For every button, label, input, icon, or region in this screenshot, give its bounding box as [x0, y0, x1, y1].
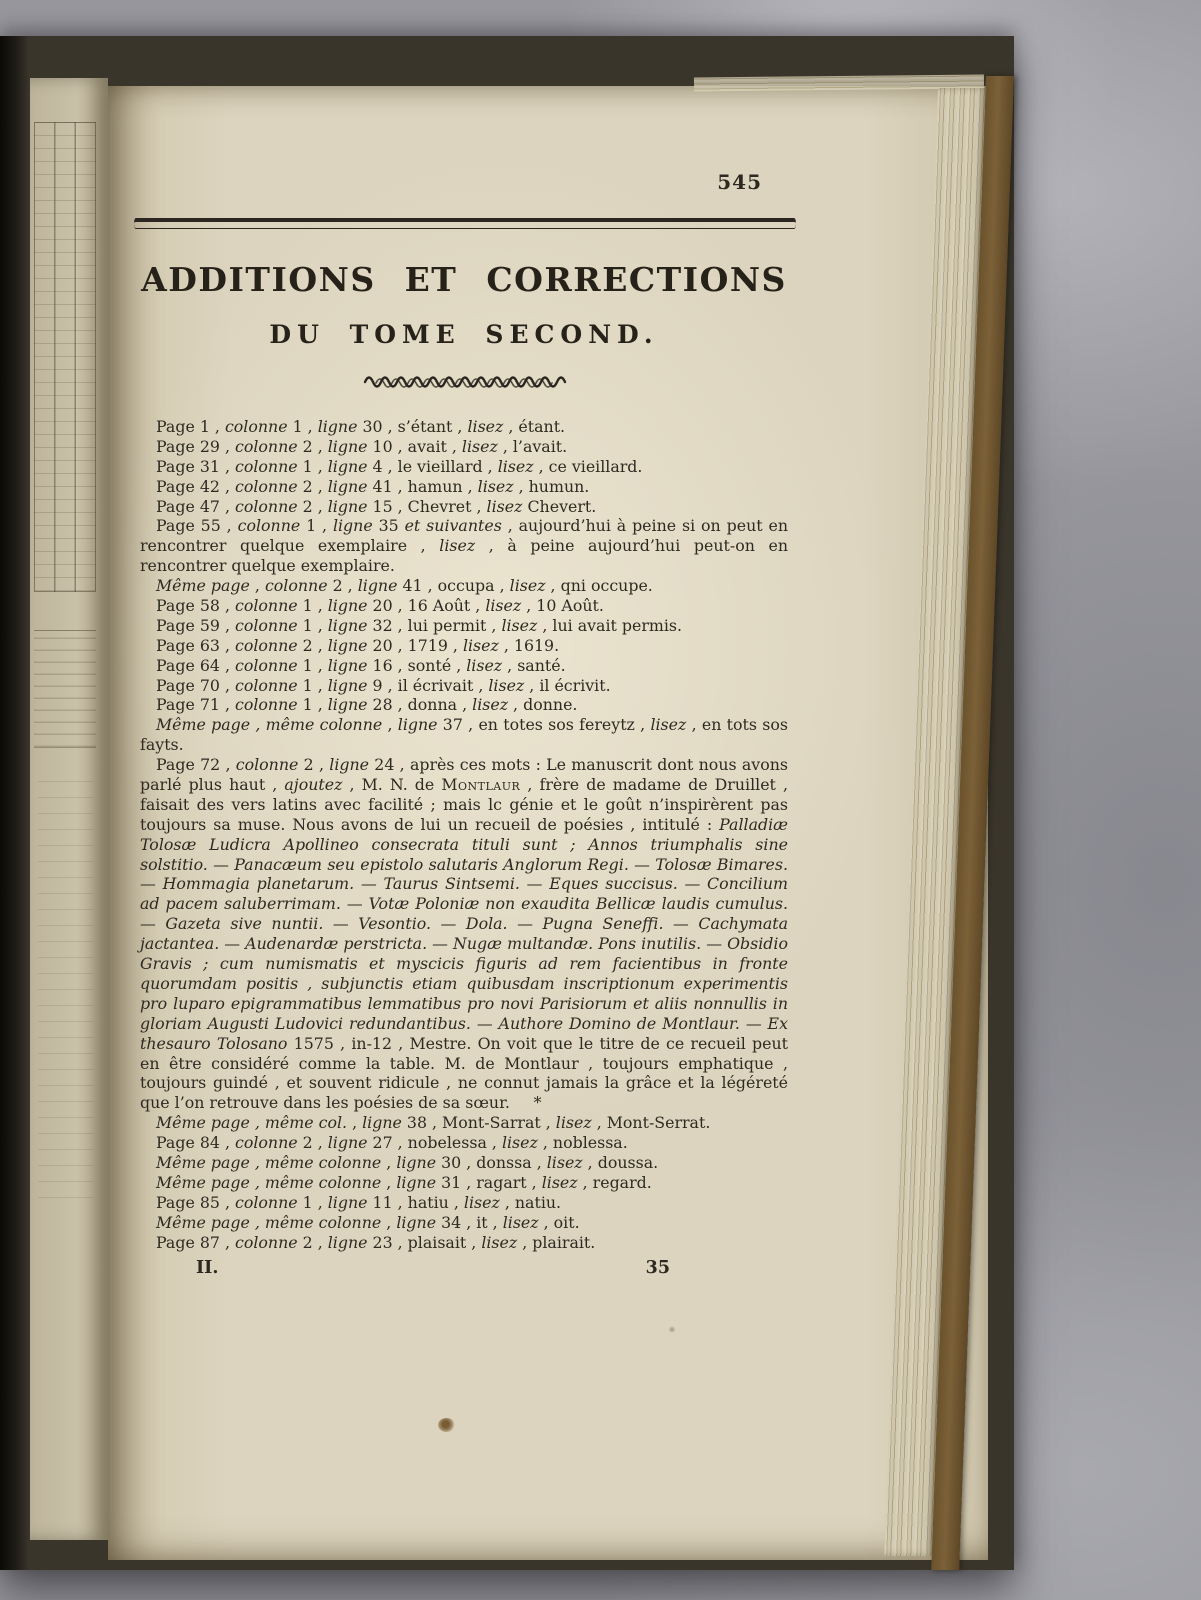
correction-entry: Page 84 , colonne 2 , ligne 27 , nobelessa , lisez , noblessa.: [156, 1133, 628, 1153]
correction-entry: Page 58 , colonne 1 , ligne 20 , 16 Août , lisez , 10 Août.: [156, 596, 604, 616]
signature-line: [140, 1258, 788, 1278]
page-title: ADDITIONS ET CORRECTIONS: [141, 260, 787, 299]
previous-page-text-fragment: [34, 630, 96, 748]
page-number: 545: [717, 170, 762, 194]
correction-entry: Page 64 , colonne 1 , ligne 16 , sonté , lisez , santé.: [156, 655, 566, 675]
correction-entry: Même page , colonne 2 , ligne 41 , occupa , lisez , qni occupe.: [156, 576, 653, 596]
correction-entry: Page 1 , colonne 1 , ligne 30 , s’étant , lisez , étant.: [156, 417, 566, 436]
correction-entry: Page 71 , colonne 1 , ligne 28 , donna , lisez , donne.: [156, 695, 578, 715]
correction-entry: Même page , même colonne , ligne 37 , en totes sos fereytz , lisez , en tots sos fayts.: [140, 715, 788, 755]
correction-entry: Même page , même colonne , ligne 30 , donssa , lisez , doussa.: [156, 1152, 659, 1172]
previous-page-table-fragment: [34, 122, 96, 592]
correction-entry: Page 63 , colonne 2 , ligne 20 , 1719 , lisez , 1619.: [156, 635, 560, 655]
signature-mark-right: 35: [645, 1258, 670, 1279]
previous-page-smudge: [38, 778, 94, 1198]
correction-entry: Même page , même col. , ligne 38 , Mont-Sarrat , lisez , Mont-Serrat.: [156, 1113, 711, 1133]
correction-entry: Page 47 , colonne 2 , ligne 15 , Chevret , lisez Chevert.: [156, 496, 597, 516]
paper-speck: [668, 1326, 676, 1333]
correction-entry: Même page , même colonne , ligne 34 , it , lisez , oit.: [156, 1212, 580, 1232]
previous-page-edge: [30, 78, 108, 1540]
correction-entry: Page 87 , colonne 2 , ligne 23 , plaisait , lisez , plairait.: [156, 1232, 596, 1252]
correction-entry: Page 42 , colonne 2 , ligne 41 , hamun , lisez , humun.: [156, 476, 590, 496]
page-subtitle: DU TOME SECOND.: [269, 320, 659, 349]
correction-entry: Page 59 , colonne 1 , ligne 32 , lui permit , lisez , lui avait permis.: [156, 615, 683, 635]
corrections-list: [140, 417, 788, 1252]
correction-entry: Même page , même colonne , ligne 31 , ragart , lisez , regard.: [156, 1172, 652, 1192]
correction-entry: Page 29 , colonne 2 , ligne 10 , avait , lisez , l’avait.: [156, 436, 568, 456]
page-content: [140, 170, 788, 1278]
signature-mark-left: II.: [196, 1258, 219, 1279]
correction-entry: Page 70 , colonne 1 , ligne 9 , il écrivait , lisez , il écrivit.: [156, 675, 611, 695]
book-page: [108, 86, 988, 1560]
squiggle-ornament-icon: [362, 373, 567, 389]
book-binding-edge: [0, 36, 30, 1570]
double-rule-divider: [134, 218, 796, 229]
paper-stain: [438, 1418, 455, 1432]
book: [0, 36, 1014, 1570]
correction-entry: Page 31 , colonne 1 , ligne 4 , le vieillard , lisez , ce vieillard.: [156, 456, 643, 476]
correction-entry: Page 72 , colonne 2 , ligne 24 , après ces mots : Le manuscrit dont nous avons parlé plus haut , ajoutez , M. N. de Montlaur , frère de madame de Druillet , faisait des vers latins avec facilité ; mais lc génie et le goût n’inspirèrent pas toujours sa muse. Nous avons de lui un recueil de poésies , intitulé : Palladiæ Tolosæ Ludicra Apollineo consecrata tituli sunt ; Annos triumphalis sine solstitio. — Panacæum seu epistolo salutaris Anglorum Regi. — Tolosæ Bimares. — Hommagia planetarum. — Taurus Sintsemi. — Eques succisus. — Concilium ad pacem saluberrimam. — Votæ Poloniæ non exaudita Bellicæ laudis cumulus. — Gazeta sive nuntii. — Vesontio. — Dola. — Pugna Seneffi. — Cachymata jactantea. — Audenardæ perstricta. — Nugæ multandæ. Pons inutilis. — Obsidio Gravis ; cum numismatis et myscicis figuris ad rem facientibus in fronte quorumdam positis , subjunctis etiam quibusdam inscriptionum experimentis pro luparo epigrammatibus lemmatibus pro novi Parisiorum et aliis nonnullis in gloriam Augusti Ludovici redundantibus. — Authore Domino de Montlaur. — Ex thesauro Tolosano 1575 , in-12 , Mestre. On voit que le titre de ce recueil peut en être considéré comme la table. M. de Montlaur , toujours emphatique , toujours guindé , et souvent ridicule , ne connut jamais la grâce et la légéreté que l’on retrouve dans les poésies de sa sœur. *: [140, 755, 789, 1113]
correction-entry: Page 85 , colonne 1 , ligne 11 , hatiu , lisez , natiu.: [156, 1192, 562, 1212]
correction-entry: Page 55 , colonne 1 , ligne 35 et suivantes , aujourd’hui à peine si on peut en rencontrer quelque exemplaire , lisez , à peine aujourd’hui peut-on en rencontrer quelque exemplaire.: [140, 516, 789, 576]
